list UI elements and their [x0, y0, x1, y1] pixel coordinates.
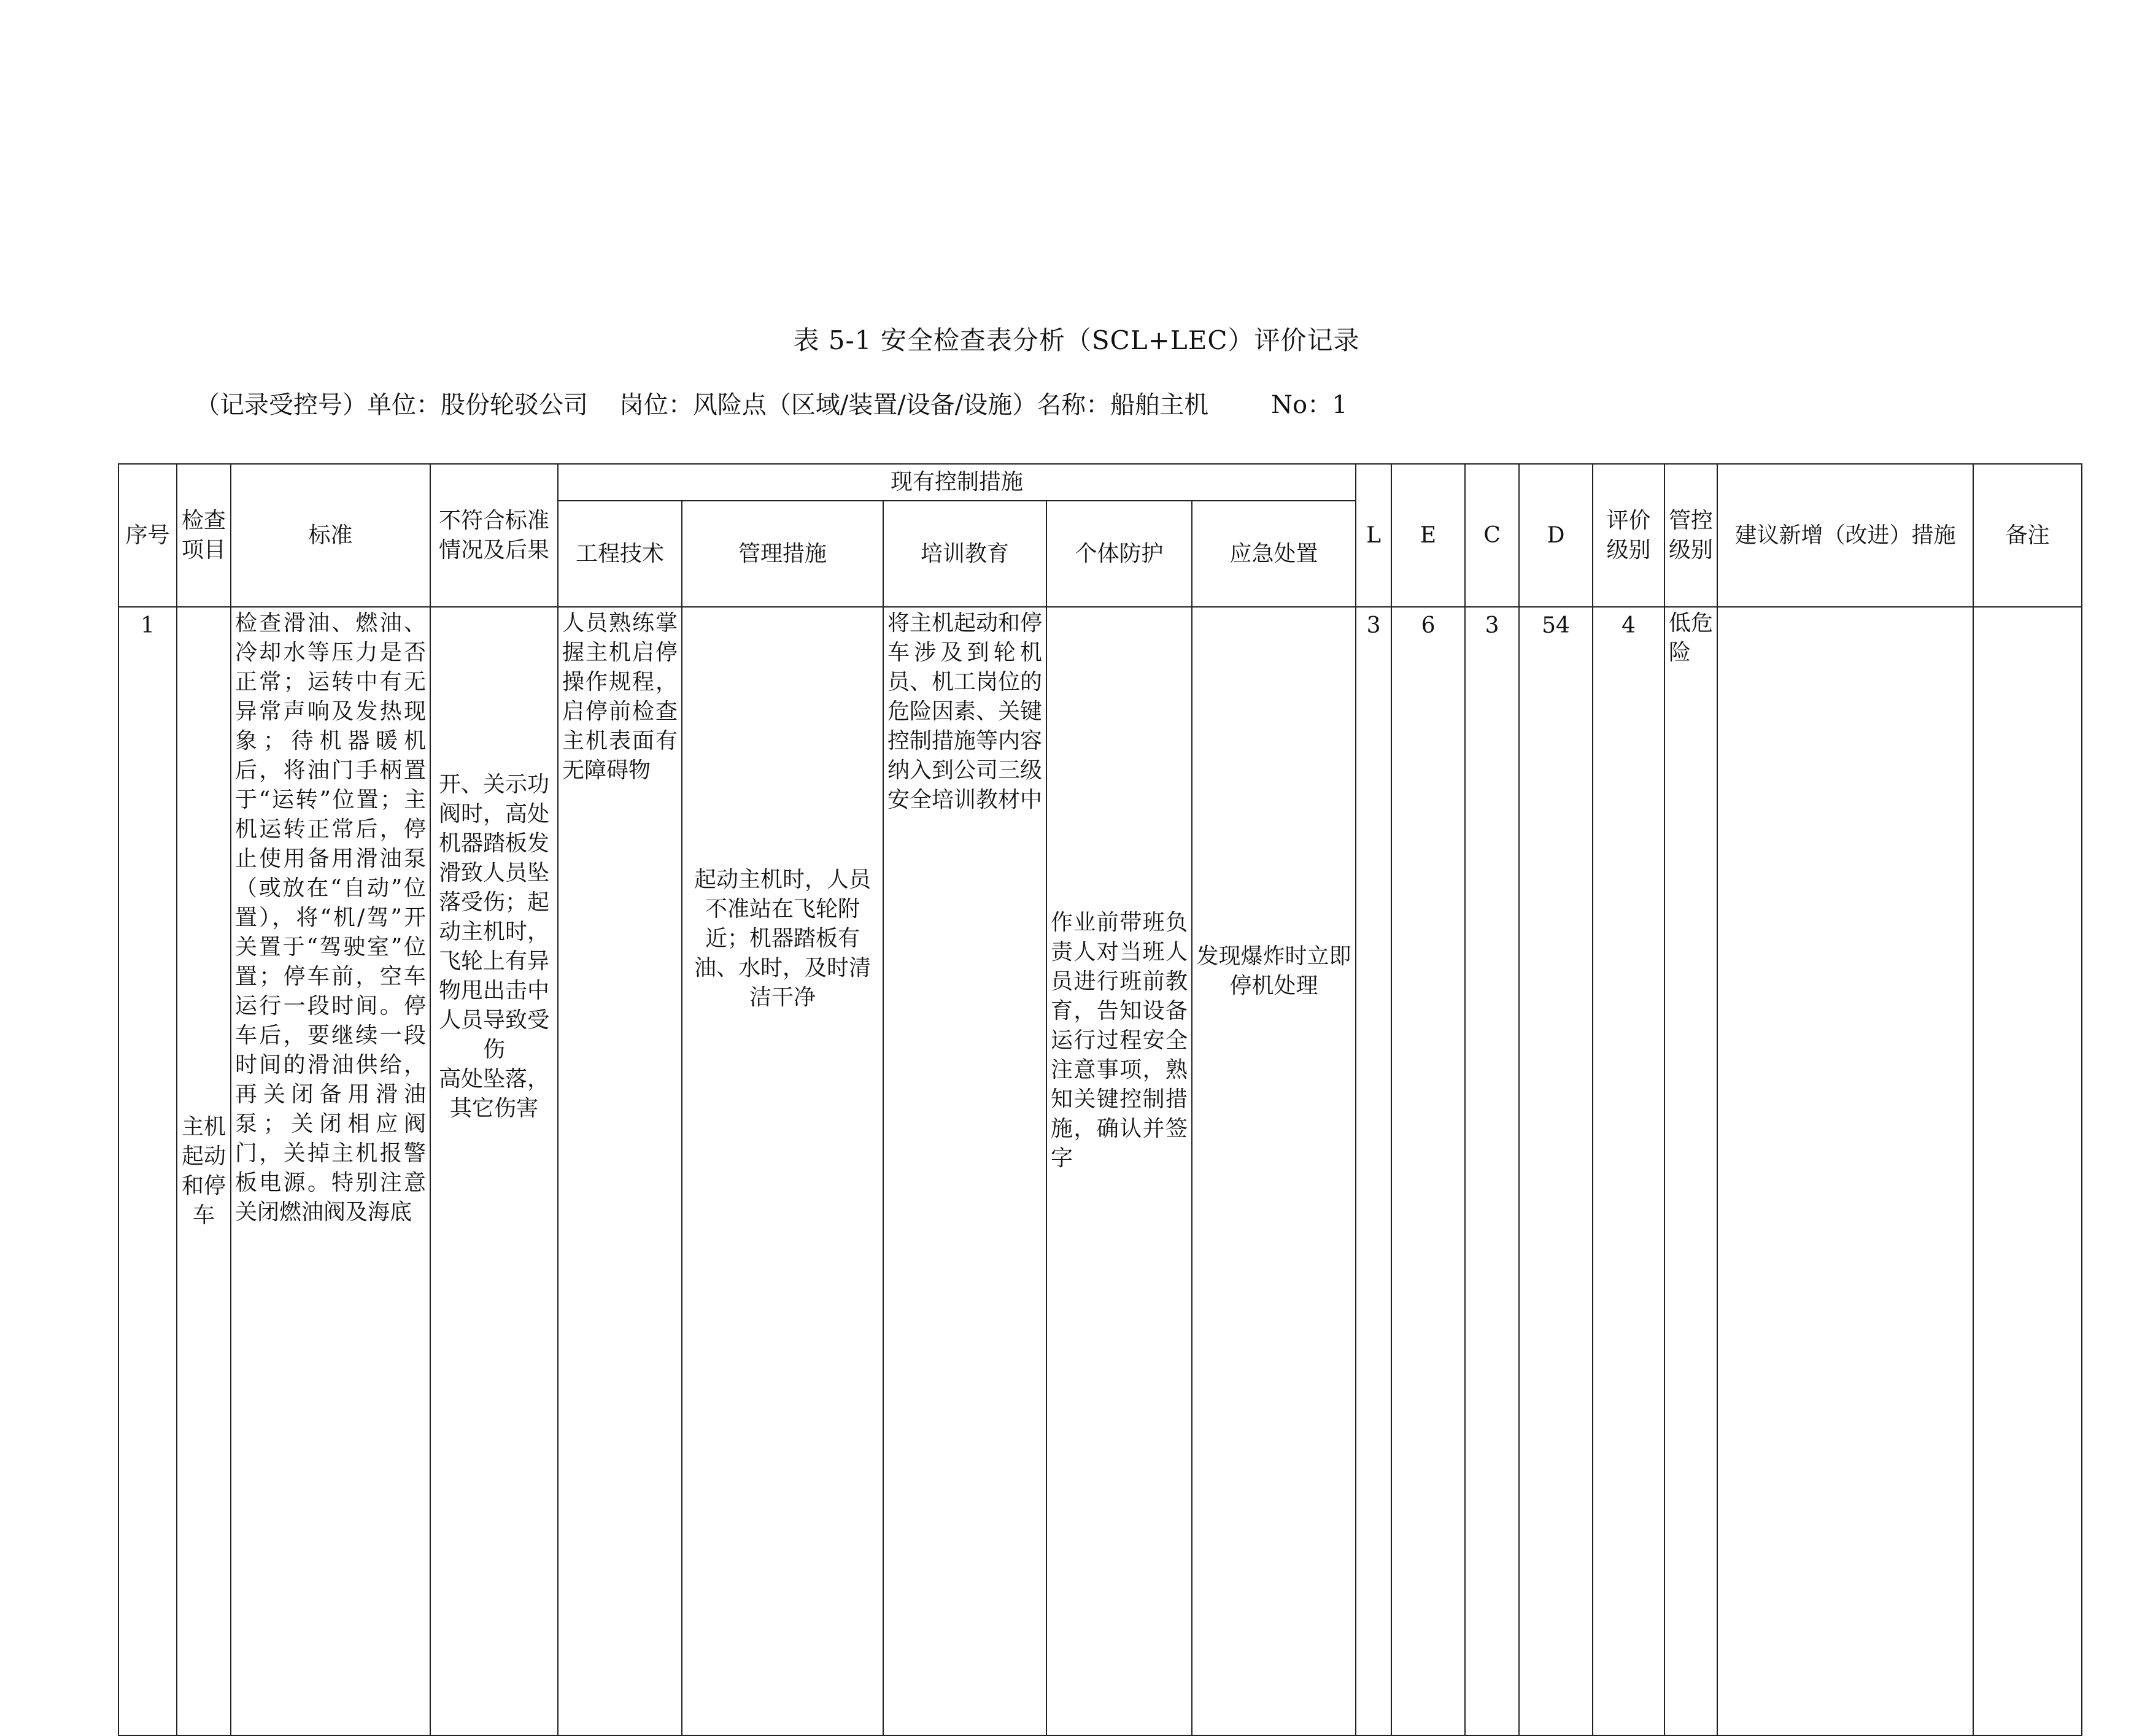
- header-E: E: [1391, 464, 1465, 607]
- header-management: 管理措施: [682, 501, 883, 607]
- header-suggest: 建议新增（改进）措施: [1717, 464, 1973, 607]
- header-nonconform: 不符合标准情况及后果: [430, 464, 558, 607]
- cell-E: 6: [1391, 607, 1465, 1735]
- header-C: C: [1465, 464, 1519, 607]
- cell-management: 起动主机时，人员不准站在飞轮附近；机器踏板有油、水时，及时清洁干净: [682, 607, 883, 1735]
- cell-nonconform: 开、关示功阀时，高处机器踏板发滑致人员坠落受伤；起动主机时，飞轮上有异物甩出击中人员导致受伤 高处坠落，其它伤害: [430, 607, 558, 1735]
- cell-remark: [1973, 607, 2082, 1735]
- cell-eval-level: 4: [1593, 607, 1664, 1735]
- header-remark: 备注: [1973, 464, 2082, 607]
- header-row-1: [118, 464, 2082, 501]
- cell-ppe: 作业前带班负责人对当班人员进行班前教育，告知设备运行过程安全注意事项，熟知关键控制措施，确认并签字: [1046, 607, 1192, 1735]
- cell-training: 将主机起动和停车涉及到轮机员、机工岗位的危险因素、关键控制措施等内容纳入到公司三级安全培训教材中: [883, 607, 1046, 1735]
- cell-C: 3: [1465, 607, 1519, 1735]
- header-eval-level: 评价级别: [1593, 464, 1664, 607]
- header-ppe: 个体防护: [1046, 501, 1192, 607]
- cell-item: 主机起动和停车: [177, 607, 231, 1735]
- header-emergency: 应急处置: [1192, 501, 1356, 607]
- document-title: 表 5-1 安全检查表分析（SCL+LEC）评价记录: [793, 325, 1360, 355]
- header-item: 检查项目: [177, 464, 231, 607]
- header-controls-group: 现有控制措施: [558, 464, 1356, 501]
- table-row: [118, 607, 2082, 1735]
- header-standard: 标准: [231, 464, 430, 607]
- evaluation-table: [118, 463, 2082, 1736]
- cell-L: 3: [1356, 607, 1391, 1735]
- header-control-level: 管控级别: [1664, 464, 1717, 607]
- cell-D: 54: [1519, 607, 1593, 1735]
- header-training: 培训教育: [883, 501, 1046, 607]
- cell-control-level: 低危险: [1664, 607, 1717, 1735]
- record-info-line: （记录受控号）单位：股份轮驳公司 岗位：风险点（区域/装置/设备/设施）名称：船舶主机 No：1: [195, 391, 1348, 419]
- header-L: L: [1356, 464, 1391, 607]
- header-D: D: [1519, 464, 1593, 607]
- header-engineering: 工程技术: [558, 501, 682, 607]
- cell-suggest: [1717, 607, 1973, 1735]
- cell-emergency: 发现爆炸时立即停机处理: [1192, 607, 1356, 1735]
- cell-standard: 检查滑油、燃油、冷却水等压力是否正常；运转中有无异常声响及发热现象；待机器暖机后，将油门手柄置于“运转”位置；主机运转正常后，停止使用备用滑油泵（或放在“自动”位置），将“机/驾”开关置于“驾驶室”位置；停车前，空车运行一段时间。停车后，要继续一段时间的滑油供给，再关闭备用滑油泵；关闭相应阀门，关掉主机报警板电源。特别注意关闭燃油阀及海底: [231, 607, 430, 1735]
- cell-engineering: 人员熟练掌握主机启停操作规程，启停前检查主机表面有无障碍物: [558, 607, 682, 1735]
- header-seq: 序号: [118, 464, 177, 607]
- cell-seq: 1: [118, 607, 177, 1735]
